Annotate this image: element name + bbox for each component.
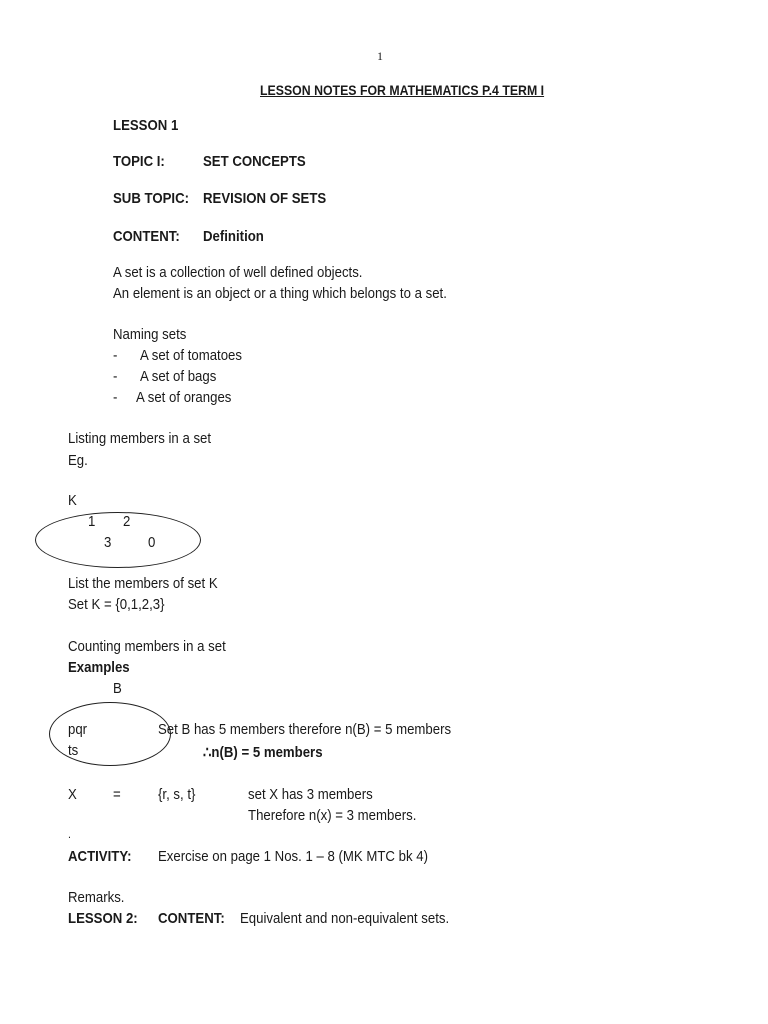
set-member: 1: [88, 513, 96, 530]
activity-text: Exercise on page 1 Nos. 1 – 8 (MK MTC bk 4): [158, 848, 428, 865]
set-x-conclusion: Therefore n(x) = 3 members.: [248, 807, 417, 824]
listing-heading: Listing members in a set: [68, 430, 212, 447]
lesson2-content-label: CONTENT:: [158, 910, 225, 927]
topic-value: SET CONCEPTS: [203, 153, 306, 170]
list-item: A set of bags: [140, 368, 217, 385]
naming-heading: Naming sets: [113, 326, 187, 343]
lesson-heading: LESSON 1: [113, 117, 179, 134]
set-x-statement: set X has 3 members: [248, 786, 373, 803]
page-number: 1: [377, 49, 383, 63]
counting-statement: Set B has 5 members therefore n(B) = 5 members: [158, 721, 452, 738]
set-b-members: pqr: [68, 721, 88, 738]
examples-label: Examples: [68, 659, 130, 676]
set-k-label: K: [68, 492, 77, 509]
remarks-label: Remarks.: [68, 889, 125, 906]
definition-element: An element is an object or a thing which belongs to a set.: [113, 285, 447, 302]
lesson2-label: LESSON 2:: [68, 910, 138, 927]
content-label: CONTENT:: [113, 228, 180, 245]
list-item-dash: -: [113, 368, 118, 385]
stray-dot: .: [68, 827, 71, 841]
list-item-dash: -: [113, 347, 118, 364]
list-item: A set of tomatoes: [140, 347, 242, 364]
document-title: LESSON NOTES FOR MATHEMATICS P.4 TERM I: [260, 82, 545, 98]
lesson2-content-value: Equivalent and non-equivalent sets.: [240, 910, 450, 927]
set-member: 2: [123, 513, 131, 530]
set-x-members: {r, s, t}: [158, 786, 196, 803]
listing-question: List the members of set K: [68, 575, 218, 592]
set-b-label: B: [113, 680, 122, 697]
set-b-members: ts: [68, 742, 79, 759]
subtopic-value: REVISION OF SETS: [203, 190, 327, 207]
counting-heading: Counting members in a set: [68, 638, 226, 655]
list-item: A set of oranges: [136, 389, 232, 406]
set-member: 0: [148, 534, 156, 551]
eg-label: Eg.: [68, 452, 88, 469]
equals-sign: =: [113, 786, 121, 803]
content-value: Definition: [203, 228, 264, 245]
set-k-ellipse: [35, 512, 201, 568]
set-x-label: X: [68, 786, 77, 803]
definition-set: A set is a collection of well defined objects.: [113, 264, 363, 281]
activity-label: ACTIVITY:: [68, 848, 132, 865]
topic-label: TOPIC I:: [113, 153, 165, 170]
list-item-dash: -: [113, 389, 118, 406]
listing-answer: Set K = {0,1,2,3}: [68, 596, 165, 613]
set-member: 3: [104, 534, 112, 551]
subtopic-label: SUB TOPIC:: [113, 190, 190, 207]
counting-conclusion: ∴n(B) = 5 members: [203, 744, 323, 761]
